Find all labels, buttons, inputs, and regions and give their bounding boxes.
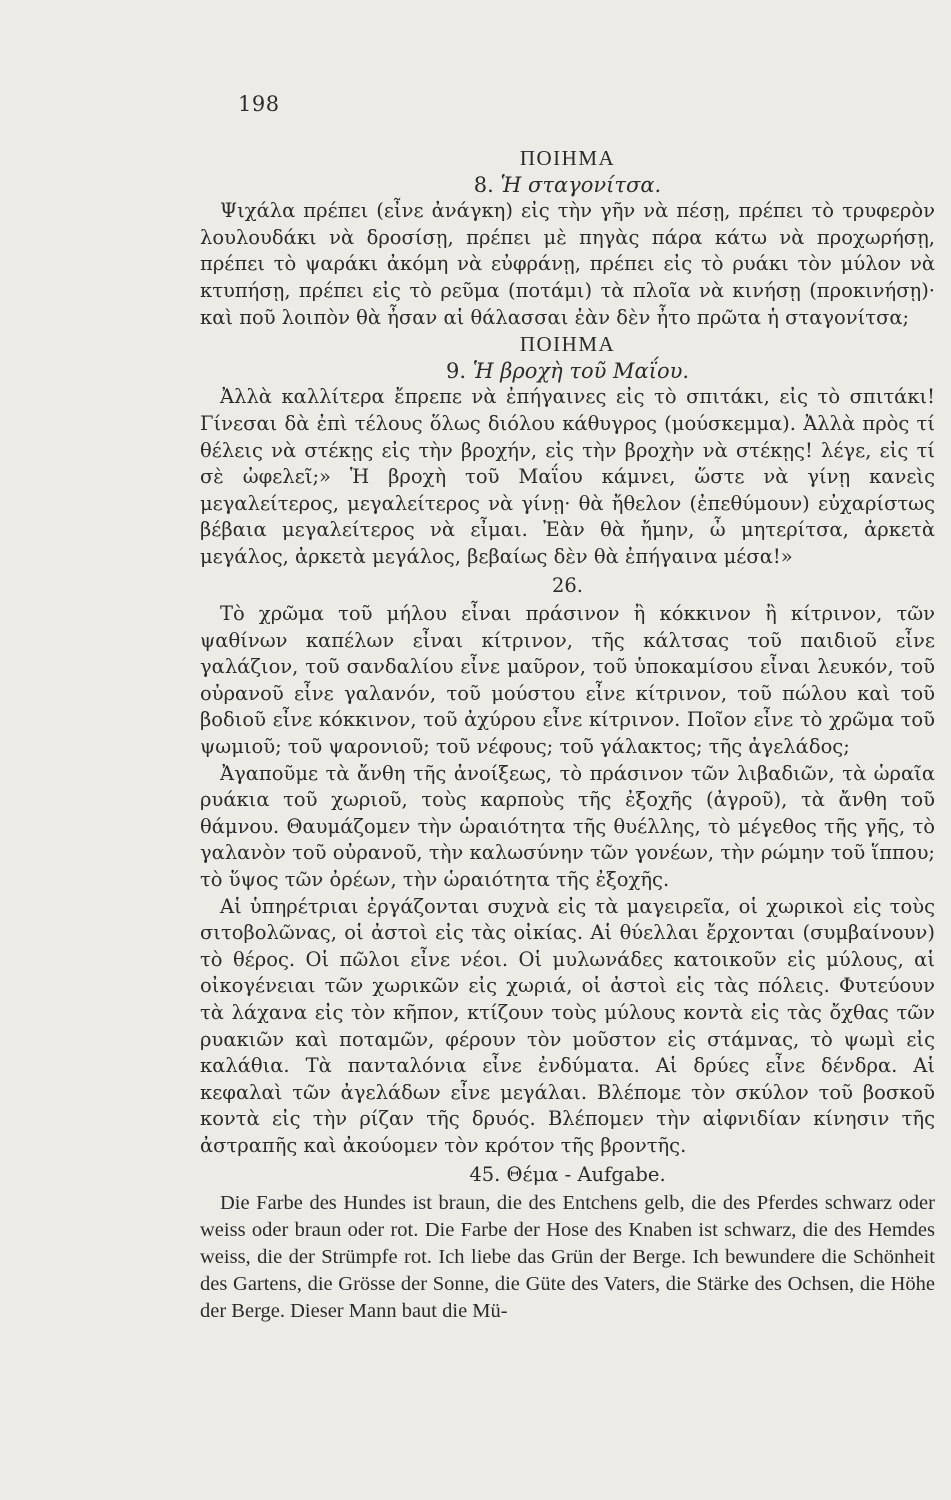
paragraph: Αἱ ὑπηρέτριαι ἐργάζονται συχνὰ εἰς τὰ μαγειρεῖα, οἱ χωρικοὶ εἰς τοὺς σιτοβολῶνας, οἱ ἀστοὶ εἰς τὰς οἰκίας. Αἱ θύελλαι ἔρχονται (συμβαίνουν) τὸ θέρος. Οἱ πῶλοι εἶνε νέοι. Οἱ μυλωνάδες κατοικοῦν εἰς μύλους, αἱ οἰκογένειαι τῶν χωρικῶν εἰς χωριά, οἱ ἀστοὶ εἰς τὰς πόλεις. Φυτεύουν τὰ λάχανα εἰς τὸν κῆπον, κτίζουν τοὺς μύλους κοντὰ εἰς τὰς ὄχθας τῶν ρυακιῶν καὶ ποταμῶν, φέρουν τὸν μοῦστον εἰς στάμνας, τὸ ψωμὶ εἰς καλάθια. Τὰ πανταλόνια εἶνε ἐνδύματα. Αἱ δρύες εἶνε δένδρα. Αἱ κεφαλαὶ τῶν ἀγελάδων εἶνε μεγάλαι. Βλέπομε τὸν σκύλον τοῦ βοσκοῦ κοντὰ εἰς τὴν ρίζαν τῆς δρυός. Βλέπομεν τὴν αἰφνιδίαν κίνησιν τῆς ἀστραπῆς καὶ ἀκούομεν τὸν κρότον τῆς βροντῆς. bbox=[200, 894, 935, 1157]
exercise-number: 26. bbox=[551, 573, 583, 597]
paragraph: Ἀλλὰ καλλίτερα ἔπρεπε νὰ ἐπήγαινες εἰς τὸ σπιτάκι, εἰς τὸ σπιτάκι! Γίνεσαι δὰ ἐπὶ τέλους ὅλως διόλου κάθυγρος (μούσκεμμα). Ἀλλὰ πρὸς τί θέλεις νὰ στέκῃς εἰς τὴν βροχήν, εἰς τὴν βροχὴν νὰ στέκῃς! λέγε, εἰς τί σὲ ὠφελεῖ;» Ἡ βροχὴ τοῦ Μαΐου κάμνει, ὥστε νὰ γίνῃ κανεὶς μεγαλείτερος, μεγαλείτερος νὰ γίνῃ· θὰ ἤθελον (ἐπεθύμουν) εὐχαρίστως βέβαια μεγαλείτερος νὰ εἶμαι. Ἐὰν θὰ ἤμην, ὦ μητερίτσα, ἀρκετὰ μεγάλος, ἀρκετὰ μεγάλος, βεβαίως δὲν θὰ ἐπήγαινα μέσα!» bbox=[200, 385, 935, 568]
section-title: Ἡ βροχὴ τοῦ Μαΐου. bbox=[472, 358, 690, 383]
text-column bbox=[200, 145, 935, 1325]
page-number: 198 bbox=[238, 92, 280, 116]
section-subheading bbox=[200, 172, 935, 199]
section-title: Ἡ σταγονίτσα. bbox=[500, 172, 662, 197]
section-number: 8. bbox=[473, 172, 494, 197]
paragraph: Ἀγαποῦμε τὰ ἄνθη τῆς ἀνοίξεως, τὸ πράσινον τῶν λιβαδιῶν, τὰ ὡραῖα ρυάκια τοῦ χωριοῦ, τοὺς καρποὺς τῆς ἐξοχῆς (ἀγροῦ), τὰ ἄνθη τοῦ θάμνου. Θαυμάζομεν τὴν ὡραιότητα τῆς θυέλλης, τὸ μέγεθος τῆς γῆς, τὸ γαλανὸν τοῦ οὐρανοῦ, τὴν καλωσύνην τῶν γονέων, τὴν ρώμην τοῦ ἵππου; τὸ ὕψος τῶν ὀρέων, τὴν ὡραιότητα τῆς ἐξοχῆς. bbox=[200, 761, 935, 892]
section-number: 9. bbox=[445, 358, 467, 383]
paragraph: Τὸ χρῶμα τοῦ μήλου εἶναι πράσινον ἢ κόκκινον ἢ κίτρινον, τῶν ψαθίνων καπέλων εἶναι κίτρινον, τῆς κάλτσας τοῦ παιδιοῦ εἶνε γαλάζιον, τοῦ σανδαλίου εἶνε μαῦρον, τοῦ ὑποκαμίσου εἶναι λευκόν, τοῦ οὐρανοῦ εἶνε γαλανόν, τοῦ μούστου εἶνε κίτρινον, τοῦ πώλου καὶ τοῦ βοδιοῦ εἶνε κόκκινον, τοῦ ἀχύρου εἶνε κίτρινον. Ποῖον εἶνε τὸ χρῶμα τοῦ ψωμιοῦ; τοῦ ψαρονιοῦ; τοῦ νέφους; τοῦ γάλακτος; τῆς ἀγελάδος; bbox=[200, 602, 935, 759]
paragraph: Die Farbe des Hundes ist braun, die des Entchens gelb, die des Pferdes schwarz oder weiss oder braun oder rot. Die Farbe der Hose des Knaben ist schwarz, die des Hemdes weiss, die der Strümpfe rot. Ich liebe das Grün der Berge. Ich bewundere die Schönheit des Gartens, die Grösse der Sonne, die Güte des Vaters, die Stärke des Ochsen, die Höhe der Berge. Dieser Mann baut die Mü- bbox=[200, 1192, 935, 1323]
section-subheading bbox=[200, 358, 935, 385]
section-heading: ΠΟΙΗΜΑ bbox=[519, 332, 616, 357]
exercise-number: 45. Θέμα - Aufgabe. bbox=[469, 1162, 666, 1186]
section-heading: ΠΟΙΗΜΑ bbox=[519, 146, 616, 170]
paragraph: Ψιχάλα πρέπει (εἶνε ἀνάγκη) εἰς τὴν γῆν νὰ πέσῃ, πρέπει τὸ τρυφερὸν λουλουδάκι νὰ δροσίσῃ, πρέπει μὲ πηγὰς πάρα κάτω νὰ προχωρήσῃ, πρέπει τὸ ψαράκι ἀκόμη νὰ εὐφράνῃ, πρέπει εἰς τὸ ρυάκι τὸν μύλον νὰ κτυπήσῃ, πρέπει εἰς τὸ ρεῦμα (ποτάμι) τὰ πλοῖα νὰ κινήσῃ (προκινήσῃ)· καὶ ποῦ λοιπὸν θὰ ἦσαν αἱ θάλασσαι ἐὰν δὲν ἦτο πρῶτα ἡ σταγονίτσα; bbox=[200, 199, 935, 329]
